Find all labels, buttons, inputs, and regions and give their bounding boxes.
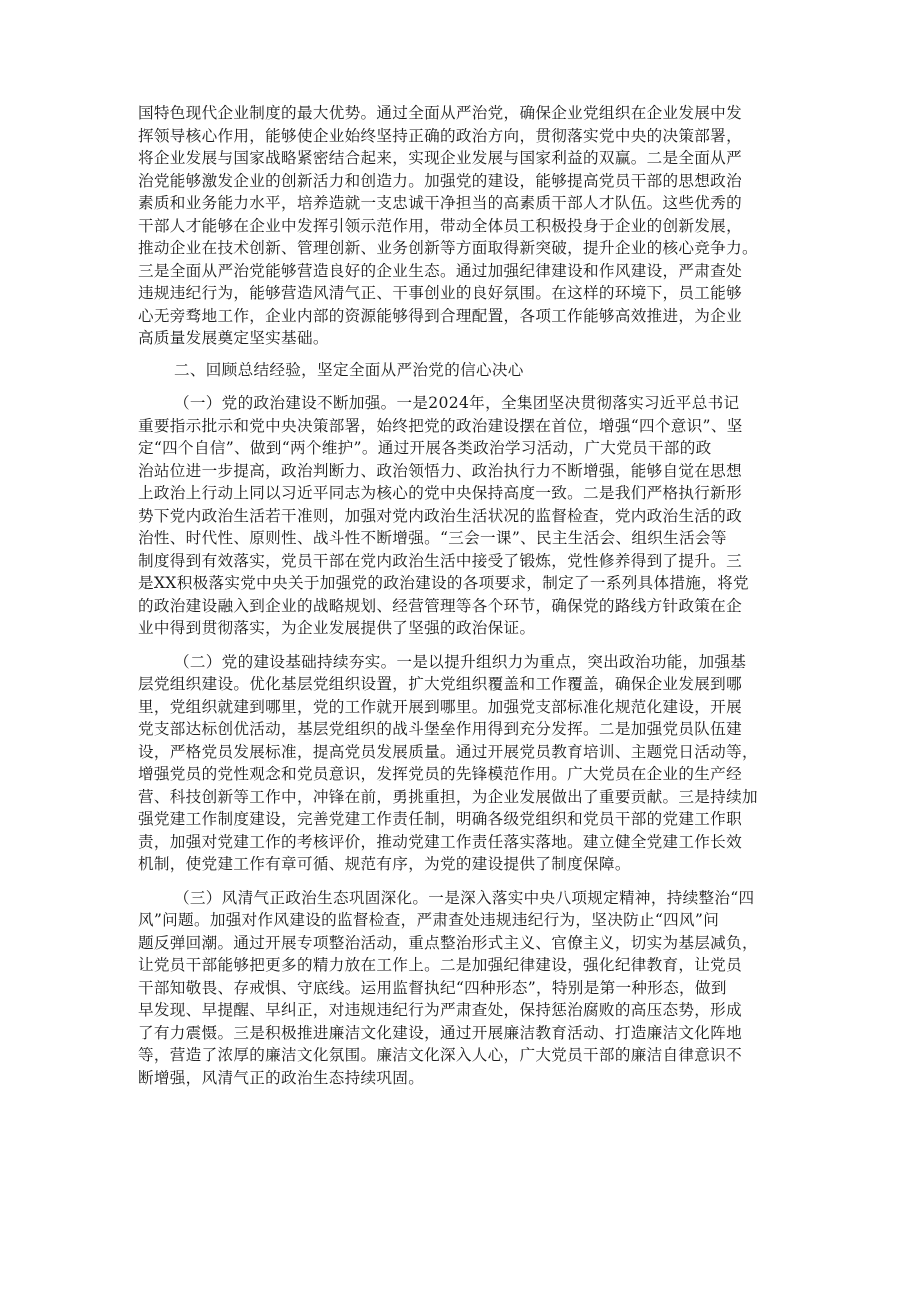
text-line: 上政治上行动上同以习近平同志为核心的党中央保持高度一致。二是我们严格执行新形 bbox=[138, 484, 742, 502]
text-line: 心无旁骛地工作，企业内部的资源能够得到合理配置，各项工作能够高效推进，为企业 bbox=[138, 306, 742, 325]
text-line: 了有力震慑。三是积极推进廉洁文化建设，通过开展廉洁教育活动、打造廉洁文化阵地 bbox=[138, 1023, 742, 1042]
paragraph-party-foundation bbox=[138, 651, 798, 876]
text-line: 治站位进一步提高，政治判断力、政治领悟力、政治执行力不断增强，能够自觉在思想 bbox=[138, 461, 742, 480]
text-line: 里，党组织就建到哪里，党的工作就开展到哪里。加强党支部标准化规范化建设，开展 bbox=[138, 697, 742, 716]
text-line: 定“四个自信”、做到“两个维护”。通过开展各类政治学习活动，广大党员干部的政 bbox=[138, 439, 712, 457]
text-line: 国特色现代企业制度的最大优势。通过全面从严治党，确保企业党组织在企业发展中发 bbox=[138, 104, 742, 122]
text-line: 断增强，风清气正的政治生态持续巩固。 bbox=[138, 1068, 425, 1087]
text-line: 等，营造了浓厚的廉洁文化氛围。廉洁文化深入人心，广大党员干部的廉洁自律意识不 bbox=[138, 1046, 742, 1064]
text-line: 违规违纪行为，能够营造风清气正、干事创业的良好氛围。在这样的环境下，员工能够 bbox=[138, 284, 742, 302]
text-line: 强党建工作制度建设，完善党建工作责任制，明确各级党组织和党员干部的党建工作职 bbox=[138, 810, 742, 828]
text-line: 干部人才能够在企业中发挥引领示范作用，带动全体员工积极投身于企业的创新发展， bbox=[138, 216, 742, 235]
text-line: 势下党内政治生活若干准则，加强对党内政治生活状况的监督检查，党内政治生活的政 bbox=[138, 506, 742, 525]
text-line: 营、科技创新等工作中，冲锋在前，勇挑重担，为企业发展做出了重要贡献。三是持续加 bbox=[138, 787, 758, 806]
text-line: 机制，使党建工作有章可循、规范有序，为党的建设提供了制度保障。 bbox=[138, 855, 631, 873]
text-line: 三是全面从严治党能够营造良好的企业生态。通过加强纪律建设和作风建设，严肃查处 bbox=[138, 261, 742, 280]
document-page bbox=[138, 102, 798, 1089]
paragraph-intro-continued bbox=[138, 102, 798, 350]
paragraph-political-construction bbox=[138, 392, 798, 640]
text-line: 党支部达标创优活动，基层党组织的战斗堡垒作用得到充分发挥。二是加强党员队伍建 bbox=[138, 720, 742, 738]
text-line: 题反弹回潮。通过开展专项整治活动，重点整治形式主义、官僚主义，切实为基层减负， bbox=[138, 933, 758, 952]
text-line: 治性、时代性、原则性、战斗性不断增强。“三会一课”、民主生活会、组织生活会等 bbox=[138, 529, 727, 547]
text-line: 让党员干部能够把更多的精力放在工作上。二是加强纪律建设，强化纪律教育，让党员 bbox=[138, 956, 742, 974]
text-line: 业中得到贯彻落实，为企业发展提供了坚强的政治保证。 bbox=[138, 619, 536, 637]
text-line: 重要指示批示和党中央决策部署，始终把党的政治建设摆在首位，增强“四个意识”、坚 bbox=[138, 416, 743, 435]
text-line: （二）党的建设基础持续夯实。一是以提升组织力为重点，突出政治功能，加强基 bbox=[174, 652, 747, 671]
text-line: 推动企业在技术创新、管理创新、业务创新等方面取得新突破，提升企业的核心竞争力。 bbox=[138, 239, 758, 257]
text-line: 是XX积极落实党中央关于加强党的政治建设的各项要求，制定了一系列具体措施，将党 bbox=[138, 574, 749, 592]
text-line: 干部知敬畏、存戒惧、守底线。运用监督执纪“四种形态”，特别是第一种形态，做到 bbox=[138, 978, 727, 997]
text-line: 挥领导核心作用，能够使企业始终坚持正确的政治方向，贯彻落实党中央的决策部署， bbox=[138, 126, 742, 145]
text-line: 责，加强对党建工作的考核评价，推动党建工作责任落实落地。建立健全党建工作长效 bbox=[138, 832, 742, 851]
text-line: 将企业发展与国家战略紧密结合起来，实现企业发展与国家利益的双赢。二是全面从严 bbox=[138, 149, 742, 167]
text-line: 素质和业务能力水平，培养造就一支忠诚干净担当的高素质干部人才队伍。这些优秀的 bbox=[138, 194, 742, 212]
text-line: 治党能够激发企业的创新活力和创造力。加强党的建设，能够提高党员干部的思想政治 bbox=[138, 171, 742, 190]
paragraph-political-ecology bbox=[138, 887, 798, 1090]
text-line: 风”问题。加强对作风建设的监督检查，严肃查处违规违纪行为，坚决防止“四风”问 bbox=[138, 911, 720, 929]
text-line: （三）风清气正政治生态巩固深化。一是深入落实中央八项规定精神，持续整治“四 bbox=[174, 888, 755, 907]
text-line: 制度得到有效落实，党员干部在党内政治生活中接受了锻炼，党性修养得到了提升。三 bbox=[138, 551, 742, 570]
text-line: 增强党员的党性观念和党员意识，发挥党员的先锋模范作用。广大党员在企业的生产经 bbox=[138, 765, 742, 783]
text-line: 层党组织建设。优化基层党组织设置，扩大党组织覆盖和工作覆盖，确保企业发展到哪 bbox=[138, 675, 742, 693]
text-line: 早发现、早提醒、早纠正，对违规违纪行为严肃查处，保持惩治腐败的高压态势，形成 bbox=[138, 1001, 742, 1019]
section-heading-2: 二、回顾总结经验，坚定全面从严治党的信心决心 bbox=[174, 360, 524, 379]
text-line: 高质量发展奠定坚实基础。 bbox=[138, 329, 329, 347]
text-line: 的政治建设融入到企业的战略规划、经营管理等各个环节，确保党的路线方针政策在企 bbox=[138, 596, 742, 615]
text-line: （一）党的政治建设不断加强。一是2024年，全集团坚决贯彻落实习近平总书记 bbox=[174, 394, 740, 412]
text-line: 设，严格党员发展标准，提高党员发展质量。通过开展党员教育培训、主题党日活动等， bbox=[138, 742, 758, 761]
